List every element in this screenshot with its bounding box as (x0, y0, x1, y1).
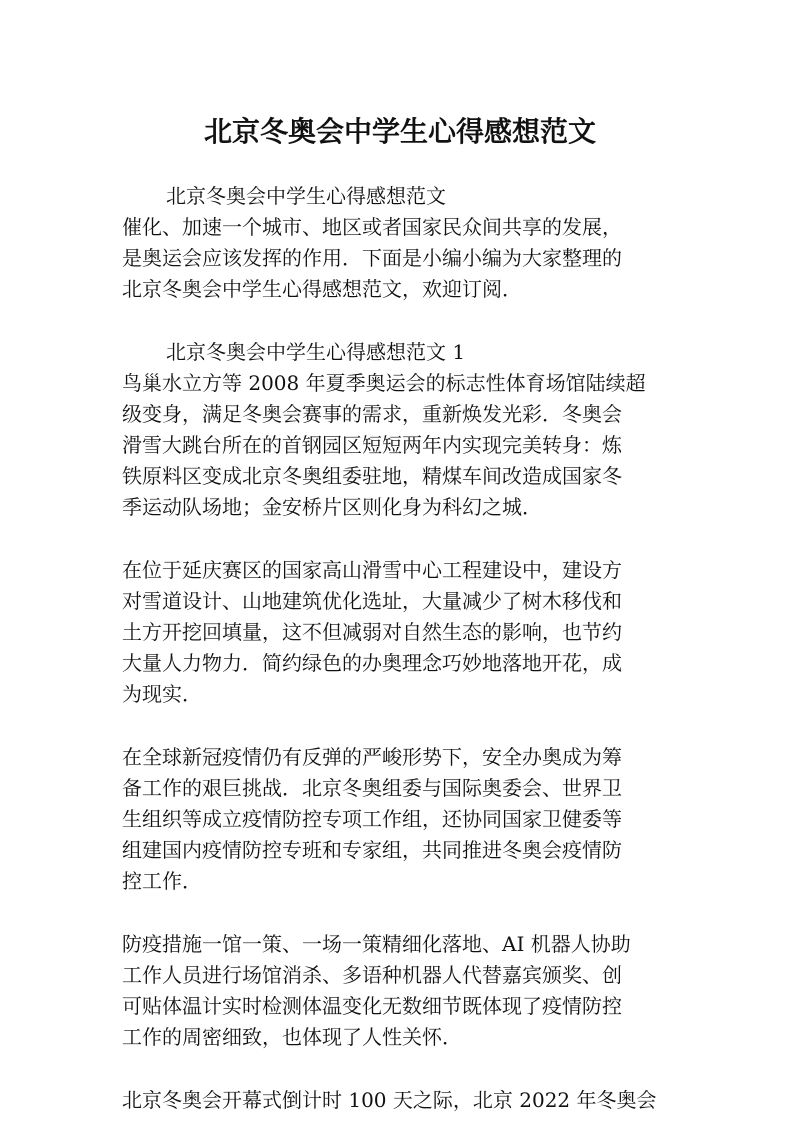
text-line: 工作人员进行场馆消杀、多语种机器人代替嘉宾颁奖、创 (122, 963, 622, 987)
text-line: 生组织等成立疫情防控专项工作组，还协同国家卫健委等 (122, 807, 622, 831)
text-line: 备工作的艰巨挑战．北京冬奥组委与国际奥委会、世界卫 (122, 776, 622, 800)
text-line: 控工作． (122, 869, 202, 893)
text-line: 为现实． (122, 682, 202, 706)
text-line: 在位于延庆赛区的国家高山滑雪中心工程建设中，建设方 (122, 558, 622, 582)
paragraph (122, 337, 682, 523)
text-line: 鸟巢水立方等 2008 年夏季奥运会的标志性体育场馆陆续超 (122, 371, 646, 395)
paragraph (122, 555, 682, 710)
text-line: 季运动队场地；金安桥片区则化身为科幻之城． (122, 495, 542, 519)
paragraph (122, 1085, 682, 1116)
paragraph (122, 742, 682, 897)
paragraph (122, 181, 682, 305)
text-line: 组建国内疫情防控专班和专家组，共同推进冬奥会疫情防 (122, 838, 622, 862)
text-line: 可贴体温计实时检测体温变化无数细节既体现了疫情防控 (122, 994, 622, 1018)
text-line: 土方开挖回填量，这不但减弱对自然生态的影响，也节约 (122, 620, 622, 644)
text-line: 滑雪大跳台所在的首钢园区短短两年内实现完美转身：炼 (122, 433, 622, 457)
document-body (122, 181, 682, 1148)
text-line: 对雪道设计、山地建筑优化选址，大量减少了树木移伐和 (122, 589, 622, 613)
text-line: 北京冬奥会中学生心得感想范文 (166, 184, 446, 208)
text-line: 北京冬奥会开幕式倒计时 100 天之际，北京 2022 年冬奥会 (122, 1088, 657, 1112)
text-line: 大量人力物力．简约绿色的办奥理念巧妙地落地开花，成 (122, 651, 622, 675)
text-line: 防疫措施一馆一策、一场一策精细化落地、AI 机器人协助 (122, 932, 631, 956)
paragraph (122, 929, 682, 1053)
text-line: 北京冬奥会中学生心得感想范文，欢迎订阅． (122, 277, 522, 301)
text-line: 催化、加速一个城市、地区或者国家民众间共享的发展， (122, 215, 622, 239)
text-line: 是奥运会应该发挥的作用．下面是小编小编为大家整理的 (122, 246, 622, 270)
text-line: 工作的周密细致，也体现了人性关怀． (122, 1025, 462, 1049)
text-line: 在全球新冠疫情仍有反弹的严峻形势下，安全办奥成为筹 (122, 745, 622, 769)
text-line: 北京冬奥会中学生心得感想范文 1 (166, 340, 466, 364)
text-line: 级变身，满足冬奥会赛事的需求，重新焕发光彩．冬奥会 (122, 402, 622, 426)
text-line: 铁原料区变成北京冬奥组委驻地，精煤车间改造成国家冬 (122, 464, 622, 488)
document-title: 北京冬奥会中学生心得感想范文 (203, 115, 596, 148)
